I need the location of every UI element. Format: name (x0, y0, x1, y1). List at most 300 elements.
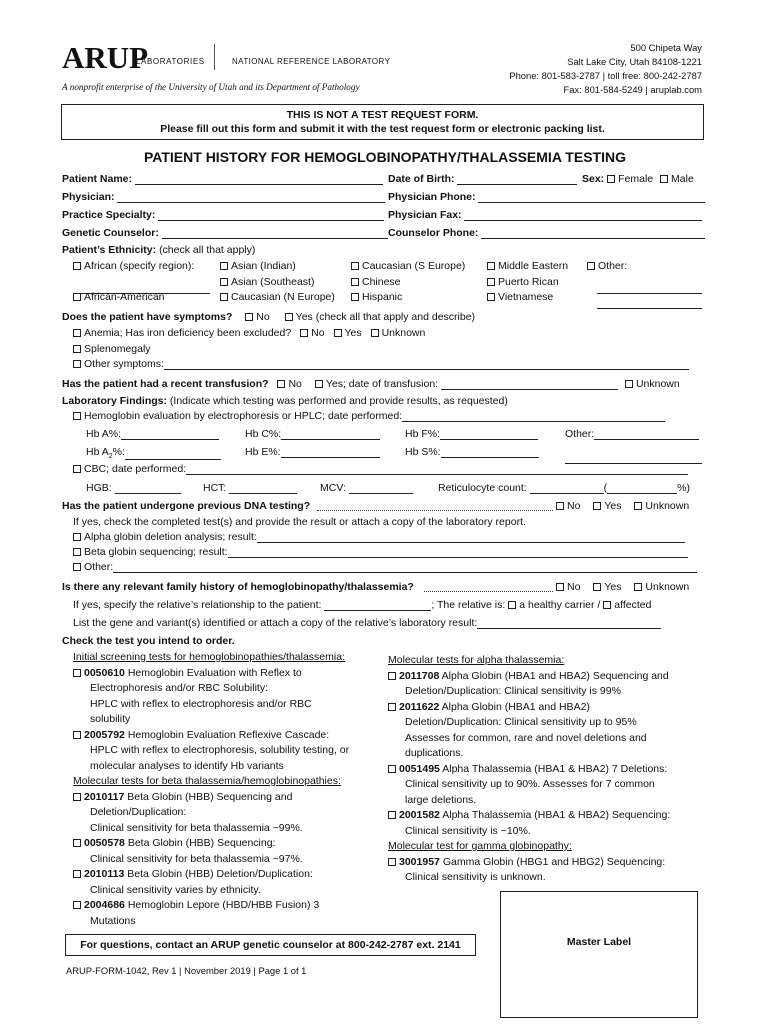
physician-label: Physician: (62, 191, 115, 203)
eth-asian-se-label: Asian (Southeast) (231, 276, 315, 288)
beta-seq-field[interactable] (228, 546, 688, 558)
family-options (556, 581, 689, 593)
ethnicity-hint: (check all that apply) (159, 244, 256, 256)
iron-no-label: No (311, 327, 325, 339)
counselor-row (62, 227, 388, 239)
test-name: Alpha Globin (HBA1 and HBA2) (441, 700, 590, 713)
dna-question (62, 500, 310, 512)
symptoms-yes-checkbox[interactable] (285, 313, 293, 321)
test-description (73, 821, 383, 837)
physician-field[interactable] (117, 191, 385, 203)
test-name: Alpha Globin (HBA1 and HBA2) Sequencing and (441, 669, 669, 682)
female-label: Female (618, 173, 654, 185)
hba2-subscript: 2 (108, 453, 113, 461)
physician-row (62, 191, 385, 203)
affected-checkbox[interactable] (603, 601, 611, 609)
test-group-heading-label: Molecular tests for beta thalassemia/hemoglobinopathies: (73, 775, 341, 787)
dna-leader-dots (317, 502, 553, 511)
transfusion-row (62, 378, 680, 390)
mcv-field[interactable] (349, 482, 413, 494)
hbf-field[interactable] (440, 428, 538, 440)
test-name: Hemoglobin Evaluation Reflexive Cascade: (127, 728, 330, 741)
eth-caucasian-n-checkbox[interactable] (220, 293, 228, 301)
test-description (388, 824, 708, 840)
splenomegaly-label: Splenomegaly (84, 343, 151, 355)
logo-divider (214, 44, 215, 70)
test-option-checkbox[interactable] (73, 731, 81, 739)
beta-seq-row (73, 546, 688, 558)
family-question (62, 581, 414, 593)
test-name: Beta Globin (HBB) Deletion/Duplication: (127, 868, 313, 880)
transfusion-question: Has the patient had a recent transfusion? (62, 378, 269, 390)
test-option-checkbox[interactable] (388, 765, 396, 773)
notice-line-1: THIS IS NOT A TEST REQUEST FORM. (286, 109, 479, 121)
cbc-row (73, 463, 688, 475)
anemia-row (73, 327, 425, 339)
alpha-deletion-label: Alpha globin deletion analysis; result: (84, 531, 257, 543)
retic-label: Reticulocyte count: (438, 482, 527, 494)
symptoms-question: Does the patient have symptoms? (62, 311, 233, 323)
test-code: 2010113 (84, 868, 125, 880)
master-label-text: Master Label (566, 936, 632, 948)
other-symptoms-checkbox[interactable] (73, 360, 81, 368)
dob-label: Date of Birth: (388, 173, 455, 185)
test-option-checkbox[interactable] (73, 669, 81, 677)
hba-row (86, 428, 219, 440)
test-option (73, 867, 383, 883)
test-description (73, 805, 383, 821)
affected-label: affected (614, 599, 652, 611)
dna-yes-label: Yes (604, 500, 622, 512)
dna-question-label: Has the patient undergone previous DNA testing? (62, 500, 311, 512)
carrier-label: a healthy carrier / (519, 599, 601, 611)
footer-form-id: ARUP-FORM-1042, Rev 1 | November 2019 | Page 1 of 1 (66, 965, 307, 976)
ethnicity-header (62, 244, 255, 256)
dob-row (388, 173, 577, 185)
test-group-heading-label: Molecular test for gamma globinopathy: (388, 840, 572, 852)
relative-field[interactable] (324, 599, 431, 611)
relative-label: If yes, specify the relative’s relationship to the patient: (73, 599, 322, 611)
transfusion-unknown-label: Unknown (635, 378, 680, 390)
test-description-text: Clinical sensitivity is unknown. (405, 871, 546, 883)
family-yes-label: Yes (604, 581, 622, 593)
test-code: 2011622 (399, 700, 440, 713)
hbe-label: Hb E%: (245, 446, 281, 458)
eth-chinese-label: Chinese (362, 276, 401, 288)
test-option (73, 836, 383, 852)
hbs-row (405, 446, 539, 458)
practice-field[interactable] (158, 209, 384, 221)
test-description-text: Clinical sensitivity up to 90%. Assesses for 7 common (405, 778, 655, 790)
notice-box (61, 104, 704, 140)
eth-asian-se-checkbox[interactable] (220, 278, 228, 286)
test-code: 3001957 (399, 855, 440, 868)
test-option (388, 855, 708, 871)
physician-fax-row (388, 209, 702, 221)
family-question-label: Is there any relevant family history of hemoglobinopathy/thalassemia? (62, 581, 414, 593)
eth-african-american-checkbox[interactable] (73, 293, 81, 301)
other-hb-label: Other: (565, 428, 595, 440)
female-checkbox[interactable] (607, 175, 615, 183)
eth-puerto-rican-checkbox[interactable] (487, 278, 495, 286)
test-group-heading-label: Initial screening tests for hemoglobinopathies/thalassemia: (73, 651, 345, 663)
tagline: A nonprofit enterprise of the University of Utah and its Department of Pathology (62, 82, 360, 92)
contact-box (65, 934, 476, 956)
eth-hispanic-label: Hispanic (362, 291, 403, 303)
address-line-2: Salt Lake City, Utah 84108-1221 (567, 56, 702, 67)
hbs-field[interactable] (441, 446, 539, 458)
alpha-deletion-row (73, 531, 685, 543)
hba-field[interactable] (121, 428, 219, 440)
test-option-checkbox[interactable] (73, 793, 81, 801)
test-option-checkbox[interactable] (73, 901, 81, 909)
dna-ifyes: If yes, check the completed test(s) and provide the result or attach a copy of the laboratory report. (73, 516, 526, 528)
test-option (388, 762, 708, 778)
test-option-checkbox[interactable] (388, 703, 396, 711)
hgb-label: HGB: (86, 482, 112, 494)
test-option (73, 728, 383, 744)
hbe-row (245, 446, 380, 458)
hb-eval-row (73, 410, 665, 422)
eth-caucasian-s-label: Caucasian (S Europe) (362, 260, 466, 272)
anemia-checkbox[interactable] (73, 329, 81, 337)
arup-logo-graphic (62, 38, 150, 72)
family-leader-dots (424, 583, 553, 592)
test-description (73, 681, 383, 697)
retic-row (438, 482, 690, 494)
test-description (388, 746, 708, 762)
test-description (388, 777, 708, 793)
other-hb-field[interactable] (594, 428, 699, 440)
test-code: 2011708 (399, 669, 440, 682)
symptoms-yes-label: Yes (check all that apply and describe) (295, 311, 476, 323)
eth-chinese-checkbox[interactable] (351, 278, 359, 286)
transfusion-unknown-checkbox[interactable] (625, 380, 633, 388)
test-description (73, 914, 383, 930)
test-description (73, 712, 383, 728)
alpha-deletion-checkbox[interactable] (73, 533, 81, 541)
eth-other[interactable] (587, 260, 627, 272)
hbc-label: Hb C%: (245, 428, 282, 440)
hbf-row (405, 428, 538, 440)
patient-name-row (62, 173, 383, 185)
symptoms-no-label: No (256, 311, 270, 323)
tests-header: Check the test you intend to order. (62, 635, 235, 647)
test-code: 2010117 (84, 790, 125, 803)
beta-seq-label: Beta globin sequencing; result: (84, 546, 228, 558)
hct-field[interactable] (229, 482, 297, 494)
counselor-field[interactable] (162, 227, 388, 239)
dna-options (556, 500, 689, 512)
test-description (73, 697, 383, 713)
gene-field[interactable] (477, 617, 661, 629)
eth-middle-eastern[interactable] (487, 260, 568, 272)
mcv-label: MCV: (320, 482, 346, 494)
test-option-checkbox[interactable] (388, 672, 396, 680)
test-description (388, 684, 708, 700)
cbc-date-field[interactable] (186, 463, 688, 475)
hbc-row (245, 428, 380, 440)
alpha-deletion-field[interactable] (257, 531, 685, 543)
practice-label: Practice Specialty: (62, 209, 156, 221)
dna-other-field[interactable] (113, 561, 697, 573)
dna-unknown-checkbox[interactable] (634, 502, 642, 510)
test-name: Alpha Thalassemia (HBA1 & HBA2) Sequencing: (442, 809, 671, 821)
test-option (73, 790, 383, 806)
eth-asian-indian-label: Asian (Indian) (231, 260, 296, 272)
family-unknown-label: Unknown (645, 581, 690, 593)
test-description-text: Deletion/Duplication: (90, 806, 187, 818)
eth-asian-indian-checkbox[interactable] (220, 262, 228, 270)
test-group-heading (388, 653, 708, 669)
eth-caucasian-n-label: Caucasian (N Europe) (231, 291, 335, 303)
test-description-text: Clinical sensitivity varies by ethnicity. (90, 883, 261, 896)
test-option-checkbox[interactable] (73, 839, 81, 847)
retic-paren-open: ( (603, 482, 608, 494)
splenomegaly-checkbox[interactable] (73, 345, 81, 353)
test-description-text: Clinical sensitivity for beta thalassemia ~99%. (90, 821, 303, 834)
test-description (388, 715, 708, 731)
eth-african[interactable] (73, 260, 194, 272)
test-description-text: solubility (90, 713, 131, 725)
test-option (73, 666, 383, 682)
test-description-text: Deletion/Duplication: Clinical sensitivity up to 95% (405, 716, 637, 728)
test-description-text: Clinical sensitivity is ~10%. (405, 824, 531, 837)
hgb-row (86, 482, 181, 494)
address-line-1: 500 Chipeta Way (630, 42, 702, 53)
eth-caucasian-n[interactable] (220, 291, 335, 303)
family-no-checkbox[interactable] (556, 583, 564, 591)
transfusion-no-label: No (288, 378, 302, 390)
transfusion-date-field[interactable] (441, 378, 618, 390)
sex-row (582, 173, 694, 185)
ethnicity-label: Patient’s Ethnicity: (62, 244, 157, 256)
counselor-phone-label: Counselor Phone: (388, 227, 479, 239)
carrier-checkbox[interactable] (508, 601, 516, 609)
test-option (73, 898, 383, 914)
test-description (73, 883, 383, 899)
transfusion-no-checkbox[interactable] (277, 380, 285, 388)
test-name: Hemoglobin Evaluation with Reflex to (127, 666, 302, 679)
eth-asian-se[interactable] (220, 276, 314, 288)
test-description-text: HPLC with reflex to electrophoresis and/or RBC (90, 697, 312, 710)
test-description-text: HPLC with reflex to electrophoresis, solubility testing, or (90, 744, 350, 756)
test-option (388, 669, 708, 685)
other-symptoms-row (73, 358, 689, 370)
cbc-checkbox[interactable] (73, 465, 81, 473)
counselor-label: Genetic Counselor: (62, 227, 159, 239)
tests-left-column (73, 650, 383, 929)
eth-hispanic-checkbox[interactable] (351, 293, 359, 301)
national-reference: NATIONAL REFERENCE LABORATORY (232, 57, 391, 66)
transfusion-yes-label: Yes; date of transfusion: (325, 378, 439, 390)
test-description (388, 870, 708, 886)
family-yes-checkbox[interactable] (593, 583, 601, 591)
lab-header (62, 395, 508, 407)
male-checkbox[interactable] (660, 175, 668, 183)
iron-yes-checkbox[interactable] (334, 329, 342, 337)
tests-right-column (388, 653, 708, 886)
family-no-label: No (567, 581, 581, 593)
eth-hispanic[interactable] (351, 291, 402, 303)
physician-phone-label: Physician Phone: (388, 191, 476, 203)
gene-row (73, 617, 661, 629)
iron-unknown-checkbox[interactable] (371, 329, 379, 337)
lab-hint: (Indicate which testing was performed and provide results, as requested) (169, 395, 508, 407)
test-code: 0051495 (399, 762, 440, 775)
hbe-field[interactable] (281, 446, 380, 458)
dna-unknown-label: Unknown (645, 500, 690, 512)
transfusion-yes-checkbox[interactable] (315, 380, 323, 388)
eth-other-checkbox[interactable] (587, 262, 595, 270)
logo-text: ARUP (62, 40, 149, 72)
test-option-checkbox[interactable] (388, 811, 396, 819)
beta-seq-checkbox[interactable] (73, 548, 81, 556)
test-description-text: Mutations (90, 914, 136, 927)
test-description (73, 759, 383, 775)
test-option (388, 700, 708, 716)
family-unknown-checkbox[interactable] (634, 583, 642, 591)
physician-phone-field[interactable] (478, 191, 705, 203)
counselor-phone-row (388, 227, 705, 239)
hbf-label: Hb F%: (405, 428, 441, 440)
hb-eval-label: Hemoglobin evaluation by electrophoresis or HPLC; date performed: (84, 410, 403, 422)
other-symptoms-field[interactable] (164, 358, 689, 370)
test-description (388, 731, 708, 747)
hct-label: HCT: (203, 482, 227, 494)
dna-yes-checkbox[interactable] (593, 502, 601, 510)
patient-name-label: Patient Name: (62, 173, 133, 185)
dna-other-row (73, 561, 697, 573)
test-description-text: large deletions. (405, 793, 477, 806)
cbc-label: CBC; date performed: (84, 463, 187, 475)
test-description-text: duplications. (405, 747, 464, 759)
dna-other-label: Other: (84, 561, 114, 573)
retic-pct-field[interactable] (607, 482, 677, 494)
test-description-text: molecular analyses to identify Hb variants (90, 759, 284, 772)
eth-middle-eastern-label: Middle Eastern (498, 260, 569, 272)
test-code: 2004686 (84, 899, 125, 911)
eth-asian-indian[interactable] (220, 260, 296, 272)
test-name: Gamma Globin (HBG1 and HBG2) Sequencing: (442, 855, 666, 868)
sex-label: Sex: (582, 173, 605, 185)
physician-phone-row (388, 191, 705, 203)
address-fax: Fax: 801-584-5249 | aruplab.com (563, 84, 702, 95)
test-description-text: Electrophoresis and/or RBC Solubility: (90, 682, 268, 694)
test-name: Beta Globin (HBB) Sequencing: (127, 837, 276, 849)
hba2-field[interactable] (125, 448, 221, 460)
splenomegaly-row (73, 343, 151, 355)
relative-row (73, 599, 651, 611)
test-code: 0050578 (84, 837, 125, 849)
test-group-heading (73, 650, 383, 666)
other-symptoms-label: Other symptoms: (84, 358, 164, 370)
hba-label: Hb A%: (86, 428, 122, 440)
gene-label: List the gene and variant(s) identified or attach a copy of the relative’s laboratory result: (73, 617, 478, 629)
hbc-field[interactable] (281, 428, 380, 440)
dna-no-checkbox[interactable] (556, 502, 564, 510)
eth-puerto-rican-label: Puerto Rican (498, 276, 559, 288)
mcv-row (320, 482, 413, 494)
eth-middle-eastern-checkbox[interactable] (487, 262, 495, 270)
physician-fax-label: Physician Fax: (388, 209, 462, 221)
symptoms-row (62, 311, 475, 323)
hb-eval-checkbox[interactable] (73, 412, 81, 420)
eth-caucasian-s-checkbox[interactable] (351, 262, 359, 270)
test-option-checkbox[interactable] (73, 870, 81, 878)
retic-field[interactable] (530, 482, 604, 494)
test-code: 2001582 (399, 809, 440, 821)
physician-fax-field[interactable] (464, 209, 702, 221)
counselor-phone-field[interactable] (481, 227, 705, 239)
test-code: 0050610 (84, 666, 125, 679)
iron-no-checkbox[interactable] (300, 329, 308, 337)
hgb-field[interactable] (115, 482, 181, 494)
master-label-box (500, 891, 698, 1018)
page-title: PATIENT HISTORY FOR HEMOGLOBINOPATHY/THALASSEMIA TESTING (144, 149, 626, 165)
hbs-label: Hb S%: (405, 446, 441, 458)
test-option (388, 808, 708, 824)
eth-other-label: Other: (598, 260, 628, 272)
logo-subtitle: LABORATORIES (136, 57, 205, 66)
dna-no-label: No (567, 500, 581, 512)
male-label: Male (671, 173, 694, 185)
eth-vietnamese-label: Vietnamese (498, 291, 554, 303)
eth-vietnamese[interactable] (487, 291, 553, 303)
hba2-row (86, 446, 221, 460)
eth-african-american-label: African-American (84, 291, 165, 303)
eth-vietnamese-checkbox[interactable] (487, 293, 495, 301)
test-description-text: Deletion/Duplication: Clinical sensitivity is 99% (405, 685, 621, 697)
eth-puerto-rican[interactable] (487, 276, 559, 288)
retic-paren-close: %) (677, 482, 690, 494)
symptoms-no-checkbox[interactable] (245, 313, 253, 321)
practice-row (62, 209, 384, 221)
dna-other-checkbox[interactable] (73, 563, 81, 571)
eth-other-field-2[interactable] (597, 297, 702, 309)
hba2-label: Hb A (86, 446, 109, 458)
test-option-checkbox[interactable] (388, 858, 396, 866)
dob-field[interactable] (457, 173, 577, 185)
test-description-text: Clinical sensitivity for beta thalassemia ~97%. (90, 852, 303, 865)
hb-eval-date-field[interactable] (402, 410, 665, 422)
test-group-heading-label: Molecular tests for alpha thalassemia: (388, 654, 565, 666)
anemia-label: Anemia; Has iron deficiency been excluded? (84, 327, 292, 339)
test-name: Hemoglobin Lepore (HBD/HBB Fusion) 3 (127, 899, 320, 911)
hba2-suffix: %: (112, 446, 125, 458)
eth-african-checkbox[interactable] (73, 262, 81, 270)
address-phone: Phone: 801-583-2787 | toll free: 800-242-2787 (509, 70, 702, 81)
test-code: 2005792 (84, 728, 125, 741)
test-group-heading (73, 774, 383, 790)
patient-name-field[interactable] (135, 173, 383, 185)
test-description-text: Assesses for common, rare and novel deletions and (405, 731, 647, 744)
contact-text: For questions, contact an ARUP genetic counselor at 800-242-2787 ext. 2141 (80, 939, 461, 951)
test-name: Alpha Thalassemia (HBA1 & HBA2) 7 Deletions: (442, 762, 668, 775)
test-description (388, 793, 708, 809)
eth-african-american[interactable] (73, 291, 165, 303)
test-group-heading (388, 839, 708, 855)
notice-line-2: Please fill out this form and submit it with the test request form or electronic packing list. (160, 123, 605, 135)
test-description (73, 743, 383, 759)
hct-row (203, 482, 297, 494)
iron-yes-label: Yes (344, 327, 362, 339)
eth-caucasian-s[interactable] (351, 260, 465, 272)
other-hb-row (565, 428, 699, 440)
eth-chinese[interactable] (351, 276, 401, 288)
eth-african-label: African (specify region): (84, 260, 195, 272)
lab-label: Laboratory Findings: (62, 395, 167, 407)
